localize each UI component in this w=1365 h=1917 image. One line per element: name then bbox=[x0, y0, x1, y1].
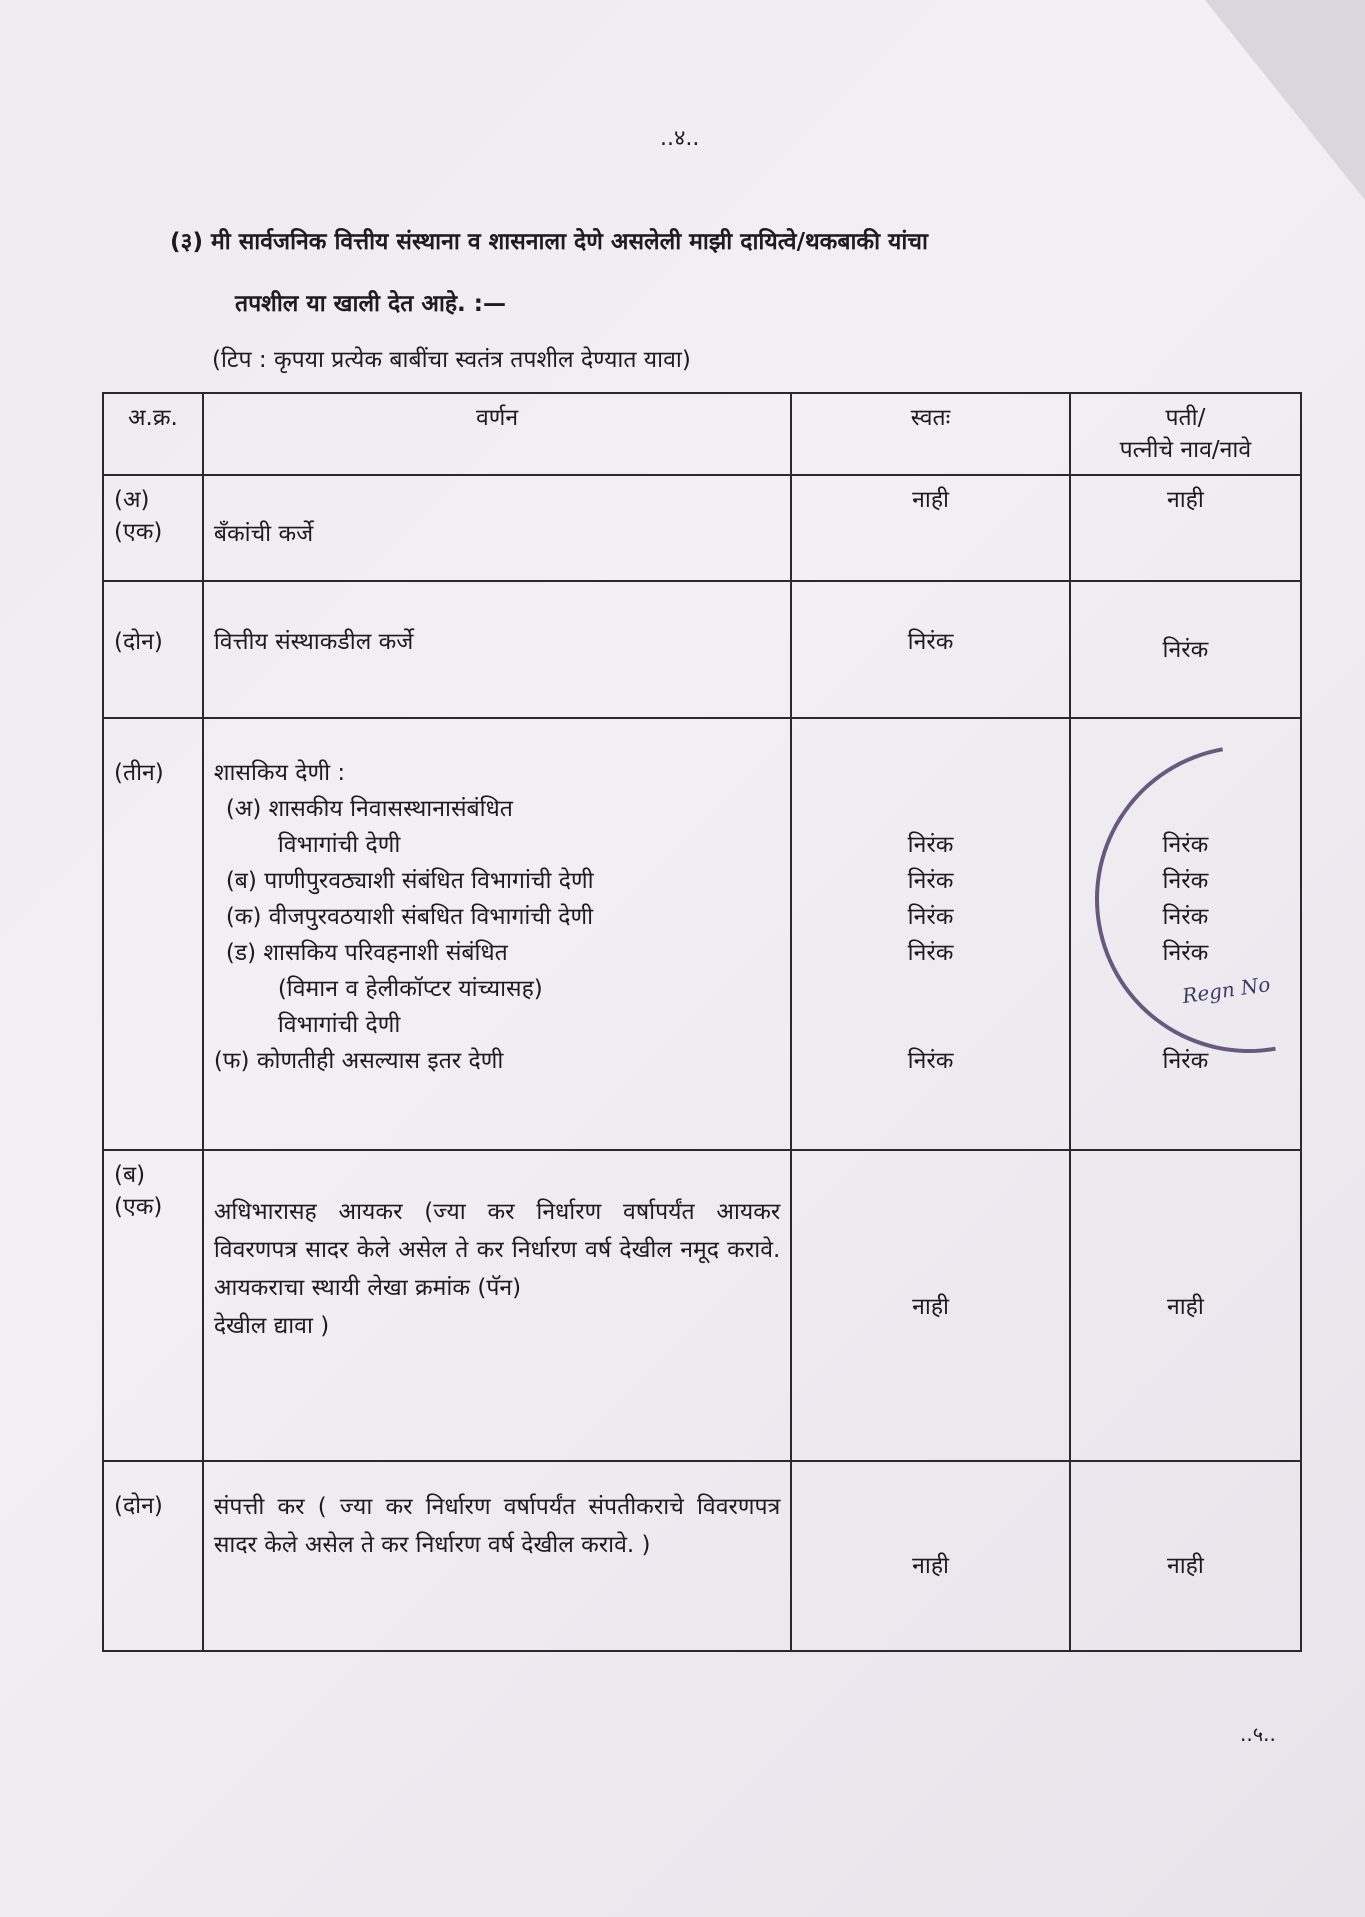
row-description bbox=[203, 1150, 791, 1461]
description-text: वित्तीय संस्थाकडील कर्जे bbox=[213, 628, 414, 655]
row-serial bbox=[103, 1150, 203, 1461]
spouse-value-text: नाही bbox=[1166, 1294, 1204, 1321]
dues-item-d-cont2: विभागांची देणी bbox=[277, 1011, 401, 1038]
handwritten-note: Regn No bbox=[1180, 971, 1272, 1009]
row-serial bbox=[103, 475, 203, 580]
table-row bbox=[103, 1150, 1301, 1461]
self-value-text: निरंक bbox=[907, 628, 954, 655]
self-value-text: नाही bbox=[912, 1294, 949, 1321]
row-description bbox=[203, 475, 791, 580]
row-number: (दोन) bbox=[114, 1493, 163, 1520]
section-label: (अ) bbox=[114, 487, 150, 514]
header-self: स्वतः bbox=[791, 393, 1069, 475]
spouse-value-d: निरंक bbox=[1162, 939, 1209, 966]
table-row bbox=[103, 1461, 1301, 1651]
dues-item-d: (ड) शासकिय परिवहनाशी संबंधित bbox=[225, 939, 508, 966]
self-value-c: निरंक bbox=[907, 903, 954, 930]
header-serial: अ.क्र. bbox=[103, 393, 203, 475]
row-serial bbox=[103, 1461, 203, 1651]
spouse-value-a: निरंक bbox=[1162, 831, 1209, 858]
header-spouse-line2: पत्नीचे नाव/नावे bbox=[1119, 437, 1252, 463]
spouse-value-f: निरंक bbox=[1162, 1047, 1209, 1074]
row-number: (एक) bbox=[114, 1194, 163, 1221]
row-serial bbox=[103, 581, 203, 718]
dues-item-a-cont: विभागांची देणी bbox=[277, 831, 401, 858]
dues-item-a: (अ) शासकीय निवासस्थानासंबंधित bbox=[225, 795, 513, 822]
row-number: (दोन) bbox=[114, 628, 163, 655]
self-value bbox=[791, 718, 1069, 1150]
table-row bbox=[103, 581, 1301, 718]
description-text-end: देखील द्यावा ) bbox=[213, 1313, 330, 1340]
spouse-value bbox=[1070, 1150, 1301, 1461]
header-spouse bbox=[1070, 393, 1301, 475]
page-number: ..४.. bbox=[660, 126, 700, 151]
row-description bbox=[203, 581, 791, 718]
self-value-b: निरंक bbox=[907, 867, 954, 894]
self-value: नाही bbox=[791, 475, 1069, 580]
row-number: (तीन) bbox=[114, 759, 164, 786]
self-value-text: नाही bbox=[912, 1553, 949, 1580]
description-text: संपत्ती कर ( ज्या कर निर्धारण वर्षापर्यंत संपतीकराचे विवरणपत्र सादर केले असेल ते कर निर्धारण वर्ष देखील करावे. ) bbox=[213, 1494, 781, 1559]
row-description bbox=[203, 1461, 791, 1651]
row-description bbox=[203, 718, 791, 1150]
spouse-value-text: नाही bbox=[1166, 1553, 1204, 1580]
description-text: अधिभारासह आयकर (ज्या कर निर्धारण वर्षापर्यंत आयकर विवरणपत्र सादर केले असेल ते कर निर्धारण वर्ष देखील नमूद करावे. आयकराचा स्थायी लेखा क्रमांक (पॅन) bbox=[213, 1199, 781, 1302]
section-label: (ब) bbox=[114, 1162, 146, 1189]
section-heading-continued: तपशील या खाली देत आहे. :— bbox=[235, 291, 506, 317]
self-value-f: निरंक bbox=[907, 1047, 954, 1074]
table-header-row bbox=[103, 393, 1301, 475]
self-value bbox=[791, 1461, 1069, 1651]
header-spouse-line1: पती/ bbox=[1165, 405, 1206, 431]
government-dues-title: शासकिय देणी : bbox=[213, 759, 346, 786]
header-description: वर्णन bbox=[203, 393, 791, 475]
dues-item-b: (ब) पाणीपुरवठ्याशी संबंधित विभागांची देणी bbox=[225, 867, 594, 894]
next-page-marker: ..५.. bbox=[1240, 1722, 1276, 1746]
row-number: (एक) bbox=[114, 519, 163, 546]
table-row bbox=[103, 475, 1301, 580]
liabilities-table bbox=[102, 392, 1302, 1652]
row-serial bbox=[103, 718, 203, 1150]
description-text: बँकांची कर्जे bbox=[213, 521, 314, 548]
self-value bbox=[791, 1150, 1069, 1461]
section-heading: (३) मी सार्वजनिक वित्तीय संस्थाना व शासनाला देणे असलेली माझी दायित्वे/थकबाकी यांचा bbox=[170, 229, 928, 255]
self-value bbox=[791, 581, 1069, 718]
spouse-value-c: निरंक bbox=[1162, 903, 1209, 930]
dues-item-d-cont: (विमान व हेलीकॉप्टर यांच्यासह) bbox=[277, 975, 543, 1002]
dues-item-f: (फ) कोणतीही असल्यास इतर देणी bbox=[213, 1047, 504, 1074]
spouse-value-text: निरंक bbox=[1162, 636, 1209, 663]
self-value-d: निरंक bbox=[907, 939, 954, 966]
page-corner-fold bbox=[1205, 0, 1365, 200]
self-value-a: निरंक bbox=[907, 831, 954, 858]
spouse-value-b: निरंक bbox=[1162, 867, 1209, 894]
spouse-value: नाही bbox=[1070, 475, 1301, 580]
instruction-note: (टिप : कृपया प्रत्येक बाबींचा स्वतंत्र तपशील देण्यात यावा) bbox=[212, 347, 691, 373]
dues-item-c: (क) वीजपुरवठयाशी संबधित विभागांची देणी bbox=[225, 903, 594, 930]
spouse-value bbox=[1070, 1461, 1301, 1651]
spouse-value bbox=[1070, 581, 1301, 718]
